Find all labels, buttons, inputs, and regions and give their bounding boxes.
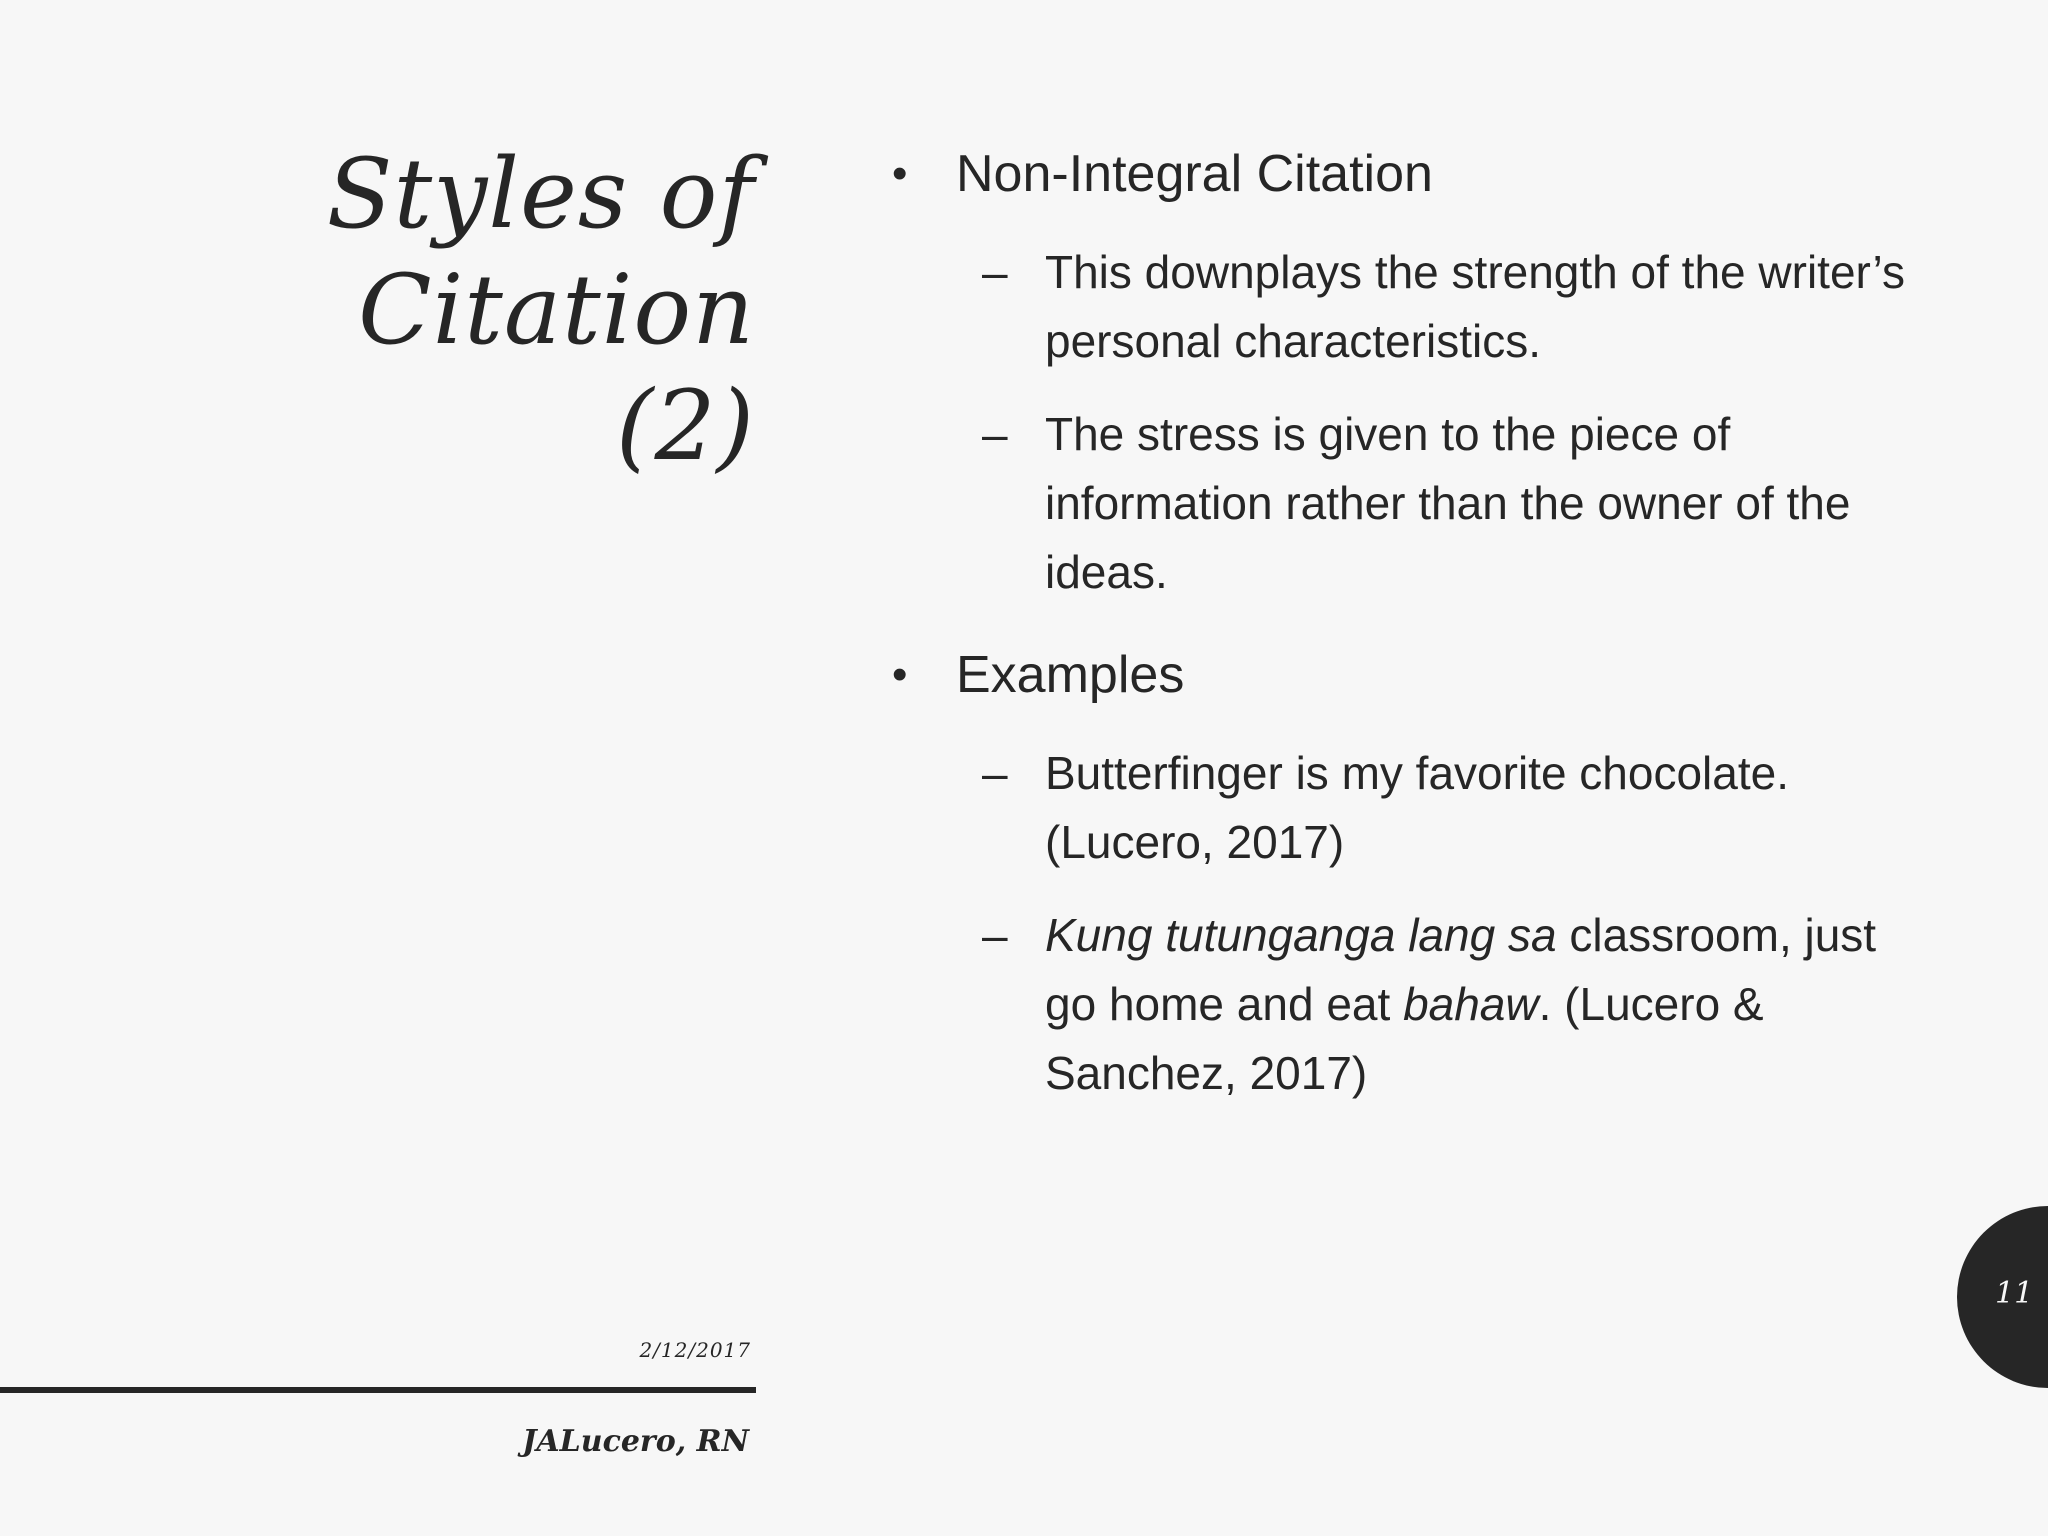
bullet-label: Examples bbox=[956, 646, 1185, 704]
slide-author: JALucero, RN bbox=[522, 1424, 749, 1459]
dash-icon: – bbox=[982, 408, 1008, 460]
slide-title bbox=[195, 136, 755, 484]
slide-number-badge bbox=[1957, 1206, 2048, 1388]
slide-number: 11 bbox=[1995, 1276, 2034, 1311]
title-line-1: Styles of bbox=[326, 138, 755, 250]
sub-bullet-item bbox=[880, 739, 1920, 877]
dash-icon: – bbox=[982, 909, 1008, 961]
bullet-icon: • bbox=[892, 149, 908, 198]
dash-icon: – bbox=[982, 246, 1008, 298]
sub-bullet-text: Butterfinger is my favorite chocolate. (Lucero, 2017) bbox=[1045, 747, 1789, 868]
italic-phrase: Kung tutunganga lang sa bbox=[1045, 909, 1557, 961]
sub-bullet-text: The stress is given to the piece of information rather than the owner of the ideas. bbox=[1045, 408, 1851, 598]
bullet-icon: • bbox=[892, 650, 908, 699]
dash-icon: – bbox=[982, 747, 1008, 799]
sub-bullet-text: . (Lucero & Sanchez, 2017) bbox=[1045, 978, 1764, 1099]
sub-bullet-text: classroom, just go home and eat bbox=[1045, 909, 1877, 1030]
sub-bullet-text: This downplays the strength of the writer’s personal characteristics. bbox=[1045, 246, 1905, 367]
italic-phrase: bahaw bbox=[1403, 978, 1539, 1030]
bullet-label: Non-Integral Citation bbox=[956, 145, 1433, 203]
footer-divider bbox=[0, 1387, 756, 1393]
bullet-item bbox=[880, 641, 1920, 709]
sub-bullet-item bbox=[880, 901, 1920, 1108]
slide-date: 2/12/2017 bbox=[639, 1338, 751, 1362]
sub-bullet-item bbox=[880, 238, 1920, 376]
bullet-item bbox=[880, 140, 1920, 208]
title-line-2: Citation bbox=[358, 254, 755, 366]
title-line-3: (2) bbox=[616, 370, 755, 482]
sub-bullet-item bbox=[880, 400, 1920, 607]
slide-body bbox=[880, 140, 1920, 1108]
